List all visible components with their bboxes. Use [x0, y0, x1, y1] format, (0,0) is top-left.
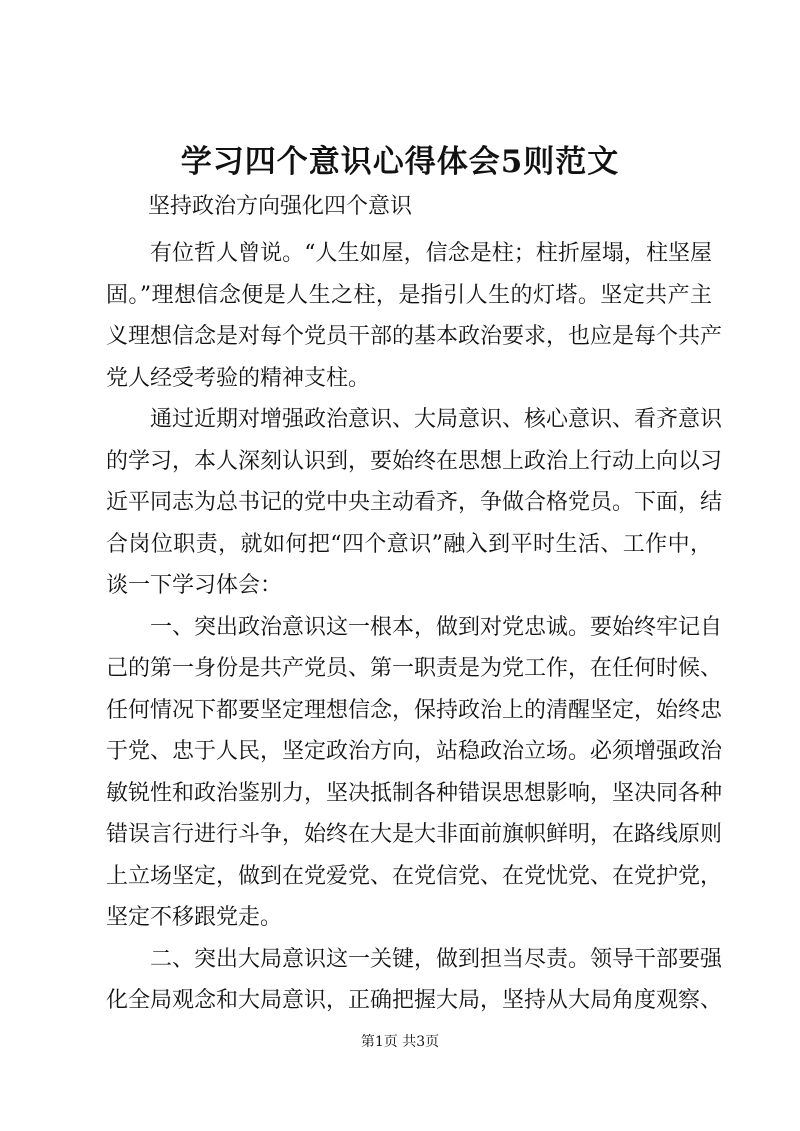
body-line: 义理想信念是对每个党员干部的基本政治要求，也应是每个共产 [106, 324, 723, 349]
body-line: 敏锐性和政治鉴别力，坚决抵制各种错误思想影响，坚决同各种 [106, 780, 723, 806]
body-line: 一、突出政治意识这一根本，做到对党忠诚。要始终牢记自 [150, 614, 723, 640]
page-footer: 第1页 共3页 [360, 1034, 440, 1050]
document-subtitle: 坚持政治方向强化四个意识 [148, 194, 413, 219]
body-line: 谈一下学习体会： [106, 573, 283, 598]
document-body [106, 233, 723, 1022]
body-line: 任何情况下都要坚定理想信念，保持政治上的清醒坚定，始终忠 [106, 697, 723, 723]
body-line: 合岗位职责，就如何把“四个意识”融入到平时生活、工作中， [106, 531, 712, 557]
body-line: 错误言行进行斗争，始终在大是大非面前旗帜鲜明，在路线原则 [106, 822, 723, 847]
body-line: 近平同志为总书记的党中央主动看齐，争做合格党员。下面，结 [106, 490, 723, 515]
body-line: 党人经受考验的精神支柱。 [106, 365, 371, 391]
body-line: 二、突出大局意识这一关键，做到担当尽责。领导干部要强 [150, 946, 723, 972]
document-title: 学习四个意识心得体会5则范文 [180, 144, 620, 180]
body-line: 上立场坚定，做到在党爱党、在党信党、在党忧党、在党护党， [106, 863, 723, 889]
body-line: 坚定不移跟党走。 [106, 905, 283, 930]
body-line: 于党、忠于人民，坚定政治方向，站稳政治立场。必须增强政治 [106, 739, 723, 764]
body-line: 化全局观念和大局意识，正确把握大局，坚持从大局角度观察、 [106, 988, 723, 1013]
body-line: 固。”理想信念便是人生之柱，是指引人生的灯塔。坚定共产主 [106, 282, 712, 308]
body-line: 己的第一身份是共产党员、第一职责是为党工作，在任何时候、 [106, 656, 723, 681]
body-line: 通过近期对增强政治意识、大局意识、核心意识、看齐意识 [150, 407, 723, 432]
body-line: 有位哲人曾说。“人生如屋，信念是柱；柱折屋塌，柱坚屋 [150, 241, 712, 266]
body-line: 的学习，本人深刻认识到，要始终在思想上政治上行动上向以习 [106, 448, 723, 474]
